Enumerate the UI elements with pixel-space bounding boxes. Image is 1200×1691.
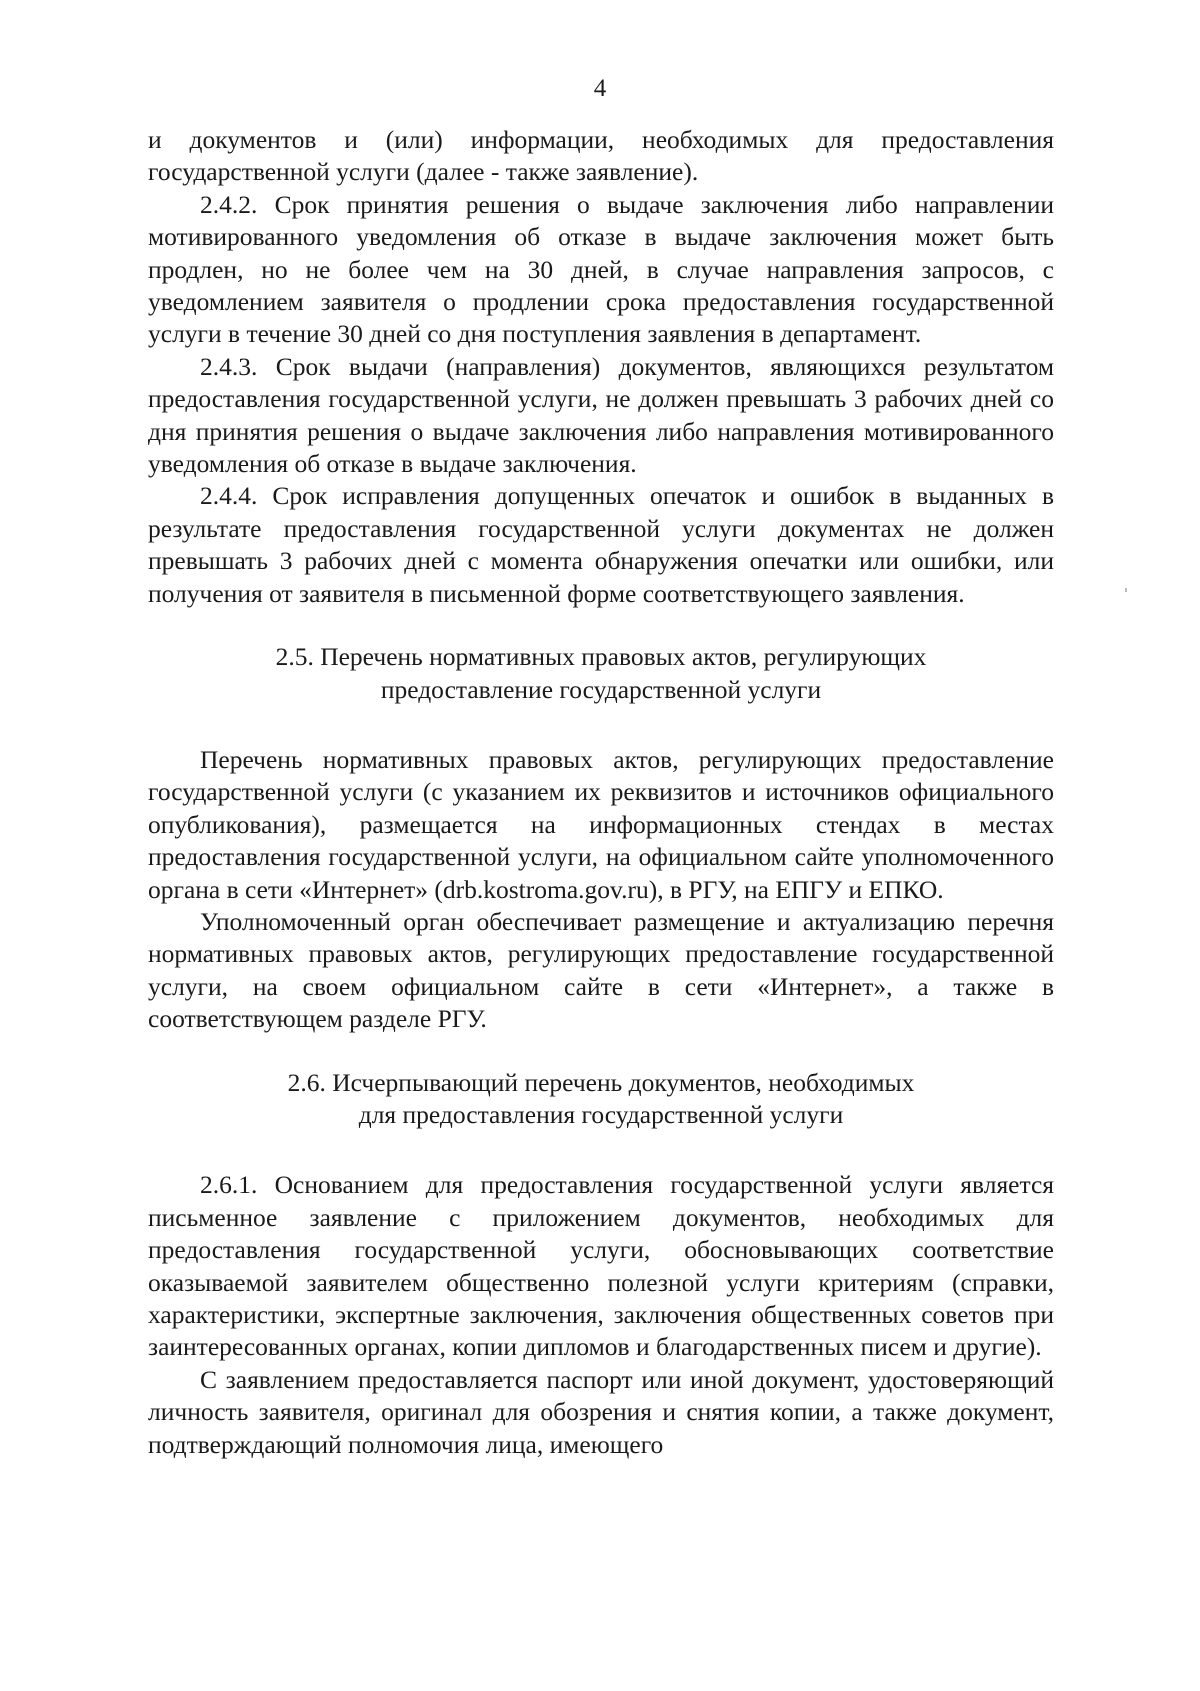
scan-speck xyxy=(1125,588,1127,592)
page-number: 4 xyxy=(593,75,607,102)
paragraph-continued: и документов и (или) информации, необходимых для предоставления государственной услуги (далее - также заявление). xyxy=(148,125,1054,187)
document-body xyxy=(148,124,1054,1461)
paragraph-2-6-1: 2.6.1. Основанием для предоставления государственной услуги является письменное заявление с приложением документов, необходимых для предоставления государственной услуги, обосновывающих соответствие оказываемой заявителем общественно полезной услуги критериям (справки, характеристики, экспертные заключения, заключения общественных советов при заинтересованных органах, копии дипломов и благодарственных писем и другие). xyxy=(148,1170,1054,1362)
section-heading-2-5 xyxy=(148,641,1054,706)
paragraph-2-4-2: 2.4.2. Срок принятия решения о выдаче заключения либо направлении мотивированного уведомления об отказе в выдаче заключения может быть продлен, но не более чем на 30 дней, в случае направления запросов, с уведомлением заявителя о продлении срока предоставления государственной услуги в течение 30 дней со дня поступления заявления в департамент. xyxy=(148,189,1054,349)
paragraph-2-5-list: Перечень нормативных правовых актов, регулирующих предоставление государственной услуги (с указанием их реквизитов и источников официального опубликования), размещается на информационных стендах в местах предоставления государственной услуги, на официальном сайте уполномоченного органа в сети «Интернет» (drb.kostroma.gov.ru), в РГУ, на ЕПГУ и ЕПКО. xyxy=(148,744,1054,904)
paragraph-2-4-3: 2.4.3. Срок выдачи (направления) документов, являющихся результатом предоставления государственной услуги, не должен превышать 3 рабочих дней со дня принятия решения о выдаче заключения либо направления мотивированного уведомления об отказе в выдаче заключения. xyxy=(148,351,1054,479)
section-heading-2-6-line2: для предоставления государственной услуги xyxy=(358,1099,844,1129)
section-heading-2-6 xyxy=(148,1067,1054,1132)
paragraph-2-5-authority: Уполномоченный орган обеспечивает размещение и актуализацию перечня нормативных правовых актов, регулирующих предоставление государственной услуги, на своем официальном сайте в сети «Интернет», а также в соответствующем разделе РГУ. xyxy=(148,906,1054,1034)
section-heading-2-5-line2: предоставление государственной услуги xyxy=(380,674,822,704)
paragraph-2-6-1-passport: С заявлением предоставляется паспорт или иной документ, удостоверяющий личность заявителя, оригинал для обозрения и снятия копии, а также документ, подтверждающий полномочия лица, имеющего xyxy=(148,1364,1054,1459)
section-heading-2-5-line1: 2.5. Перечень нормативных правовых актов, регулирующих xyxy=(275,642,927,672)
section-heading-2-6-line1: 2.6. Исчерпывающий перечень документов, необходимых xyxy=(287,1067,915,1097)
paragraph-2-4-4: 2.4.4. Срок исправления допущенных опечаток и ошибок в выданных в результате предоставления государственной услуги документах не должен превышать 3 рабочих дней с момента обнаружения опечатки или ошибки, или получения от заявителя в письменной форме соответствующего заявления. xyxy=(148,481,1054,608)
